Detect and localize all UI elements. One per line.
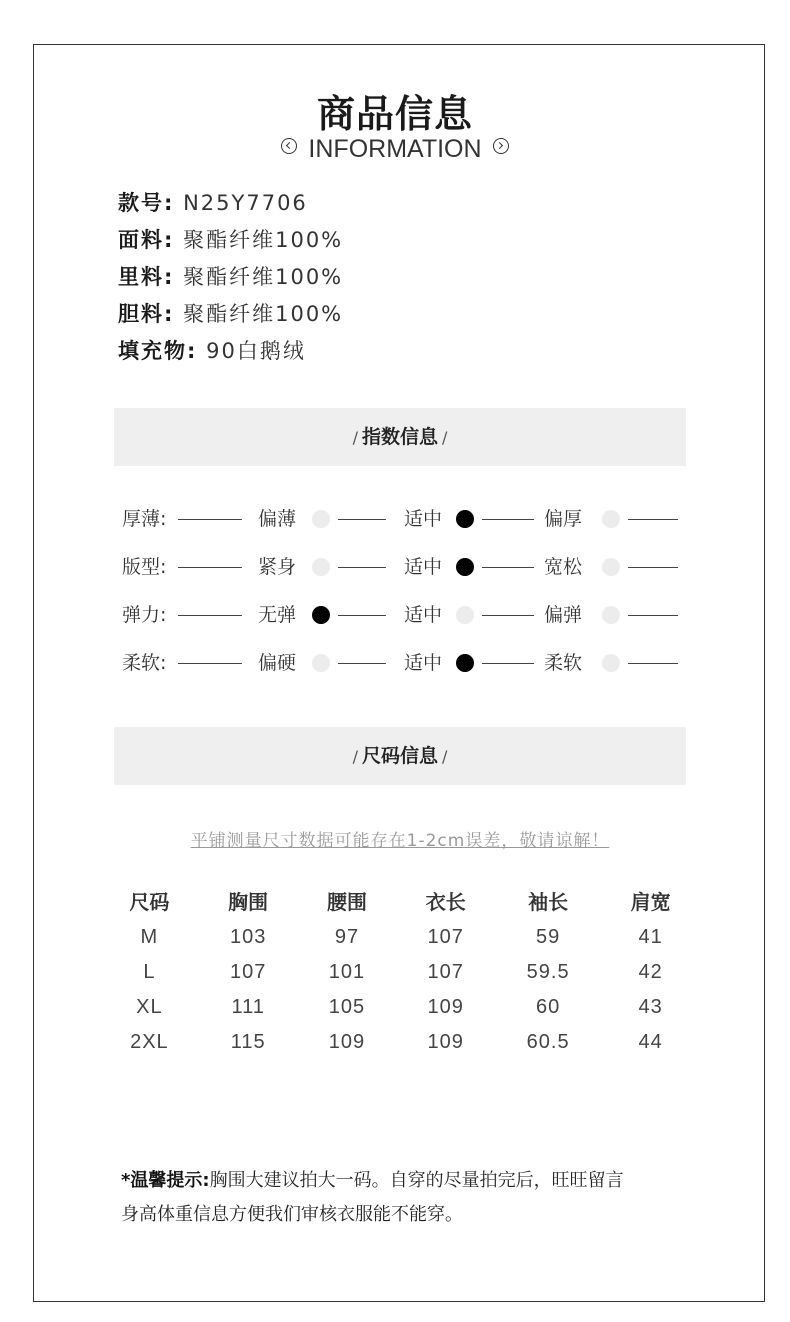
- col-header: 袖长: [528, 889, 569, 914]
- table-cell: 109: [328, 1031, 366, 1053]
- info-value: 聚酯纤维100%: [183, 265, 344, 289]
- index-row: [120, 504, 682, 534]
- chevron-right-icon: [493, 138, 509, 154]
- index-row: [120, 552, 682, 582]
- info-row-filling: [118, 335, 306, 365]
- table-row: [100, 1025, 700, 1060]
- col-header: 尺码: [129, 889, 170, 914]
- selected-dot-icon: [312, 606, 330, 624]
- table-cell: 2XL: [130, 1031, 169, 1053]
- selected-dot-icon: [456, 654, 474, 672]
- unselected-dot-icon: [312, 510, 330, 528]
- info-row-fabric: [118, 224, 343, 254]
- selected-dot-icon: [456, 510, 474, 528]
- info-value: 聚酯纤维100%: [183, 302, 344, 326]
- table-cell: 43: [638, 996, 663, 1018]
- connector-line: [178, 519, 242, 520]
- index-option: 偏厚: [544, 508, 583, 530]
- table-cell: 115: [230, 1031, 266, 1053]
- connector-line: [178, 567, 242, 568]
- info-value: 90白鹅绒: [206, 339, 306, 363]
- connector-line: [338, 615, 386, 616]
- col-header: 肩宽: [630, 889, 671, 914]
- size-table-header: [100, 880, 700, 920]
- table-cell: 101: [328, 961, 366, 983]
- table-cell: 111: [231, 996, 265, 1018]
- info-key: 填充物:: [118, 339, 198, 363]
- index-option: 适中: [404, 604, 443, 626]
- table-cell: 103: [229, 926, 267, 948]
- index-option: 宽松: [544, 556, 583, 578]
- index-option: 偏硬: [258, 652, 297, 674]
- connector-line: [628, 615, 678, 616]
- connector-line: [338, 567, 386, 568]
- index-label: 厚薄:: [122, 508, 167, 530]
- tip-line1: 胸围大建议拍大一码。自穿的尽量拍完后，旺旺留言: [209, 1170, 624, 1191]
- info-value: N25Y7706: [183, 191, 308, 215]
- table-row: [100, 920, 700, 955]
- table-cell: 105: [328, 996, 366, 1018]
- table-cell: 59.5: [526, 961, 570, 983]
- unselected-dot-icon: [456, 606, 474, 624]
- table-cell: XL: [136, 996, 163, 1018]
- col-header: 腰围: [326, 889, 367, 914]
- table-cell: 59: [536, 926, 561, 948]
- info-row-inner: [118, 298, 343, 328]
- connector-line: [628, 663, 678, 664]
- size-table: [100, 880, 700, 1060]
- table-cell: 97: [334, 926, 360, 948]
- unselected-dot-icon: [312, 654, 330, 672]
- info-key: 款号:: [118, 191, 175, 215]
- connector-line: [628, 567, 678, 568]
- unselected-dot-icon: [602, 558, 620, 576]
- table-cell: M: [140, 926, 159, 948]
- page-title: 商品信息: [316, 92, 473, 136]
- index-label: 版型:: [122, 556, 167, 578]
- table-cell: 109: [427, 1031, 464, 1053]
- col-header: 胸围: [228, 889, 269, 914]
- tip-note: [121, 1164, 701, 1232]
- table-cell: 60.5: [526, 1031, 570, 1053]
- info-key: 胆料:: [118, 302, 175, 326]
- connector-line: [338, 519, 386, 520]
- info-key: 面料:: [118, 228, 175, 252]
- table-cell: 42: [638, 961, 663, 983]
- table-cell: 107: [229, 961, 267, 983]
- table-cell: 41: [638, 926, 663, 948]
- index-option: 无弹: [258, 604, 297, 626]
- unselected-dot-icon: [602, 606, 620, 624]
- index-section-title: 指数信息: [361, 426, 438, 448]
- measurement-note: 平铺测量尺寸数据可能存在1-2cm误差，敬请谅解！: [190, 831, 610, 851]
- col-header: 衣长: [425, 889, 466, 914]
- index-row: [120, 648, 682, 678]
- selected-dot-icon: [456, 558, 474, 576]
- unselected-dot-icon: [312, 558, 330, 576]
- unselected-dot-icon: [602, 654, 620, 672]
- connector-line: [482, 615, 534, 616]
- page-subtitle: [0, 135, 790, 164]
- table-cell: 107: [427, 961, 464, 983]
- index-row: [120, 600, 682, 630]
- table-cell: L: [143, 961, 156, 983]
- chevron-left-icon: [281, 138, 297, 154]
- index-label: 柔软:: [122, 652, 167, 674]
- info-row-lining: [118, 261, 343, 291]
- subtitle-text: INFORMATION: [308, 135, 482, 163]
- connector-line: [628, 519, 678, 520]
- table-cell: 60: [536, 996, 561, 1018]
- index-option: 柔软: [544, 652, 583, 674]
- table-row: [100, 955, 700, 990]
- table-cell: 107: [427, 926, 464, 948]
- index-option: 适中: [404, 556, 443, 578]
- info-value: 聚酯纤维100%: [183, 228, 344, 252]
- size-section-header: / 尺码信息 /: [114, 727, 686, 785]
- unselected-dot-icon: [602, 510, 620, 528]
- tip-label: *温馨提示:: [121, 1170, 210, 1191]
- index-option: 紧身: [258, 556, 297, 578]
- index-option: 偏弹: [544, 604, 583, 626]
- index-label: 弹力:: [122, 604, 167, 626]
- connector-line: [338, 663, 386, 664]
- connector-line: [482, 519, 534, 520]
- index-section-header: / 指数信息 /: [114, 408, 686, 466]
- tip-line2: 身高体重信息方便我们审核衣服能不能穿。: [121, 1204, 463, 1225]
- connector-line: [482, 663, 534, 664]
- size-section-title: 尺码信息: [361, 745, 438, 767]
- info-row-style-no: [118, 187, 308, 217]
- connector-line: [482, 567, 534, 568]
- index-option: 适中: [404, 508, 443, 530]
- table-row: [100, 990, 700, 1025]
- info-key: 里料:: [118, 265, 175, 289]
- table-cell: 44: [638, 1031, 663, 1053]
- table-cell: 109: [427, 996, 464, 1018]
- connector-line: [178, 663, 242, 664]
- connector-line: [178, 615, 242, 616]
- index-option: 偏薄: [258, 508, 297, 530]
- index-option: 适中: [404, 652, 443, 674]
